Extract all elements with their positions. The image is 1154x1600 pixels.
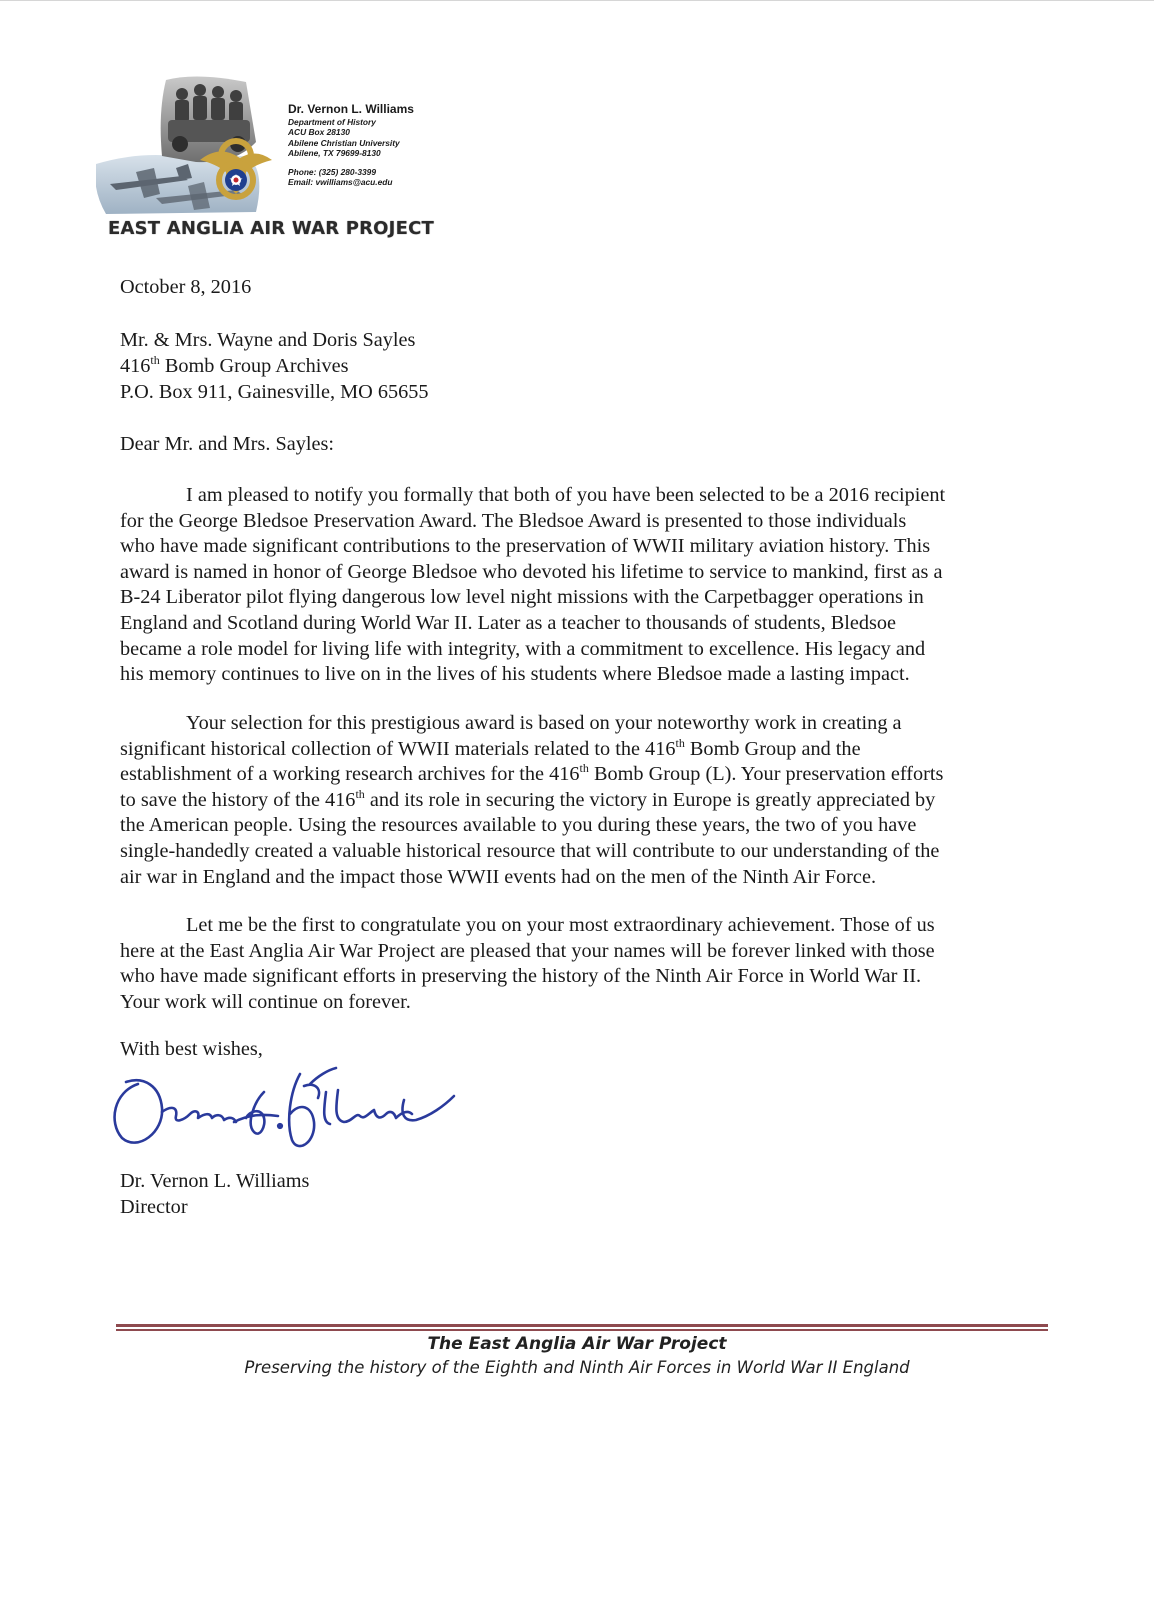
paragraph-line: here at the East Anglia Air War Project are pleased that your names will be forever linked with those (120, 939, 935, 962)
paragraph-line: who have made significant contributions to the preservation of WWII military aviation history. This (120, 535, 931, 558)
letterhead-box: ACU Box 28130 (288, 127, 350, 138)
paragraph-line: significant historical collection of WWII materials related to the 416th Bomb Group and the (120, 735, 861, 760)
paragraph-line: for the George Bledsoe Preservation Award. The Bledsoe Award is presented to those individuals (120, 509, 907, 532)
paragraph-line: to save the history of the 416th and its role in securing the victory in Europe is greatly appreciated by (120, 786, 936, 811)
signer-name: Dr. Vernon L. Williams (120, 1170, 310, 1192)
paragraph-line: I am pleased to notify you formally that both of you have been selected to be a 2016 recipient (186, 484, 946, 506)
paragraph-1 (120, 483, 1050, 688)
letterhead-collage-image (96, 72, 296, 222)
letterhead (96, 72, 456, 248)
footer-divider-bottom (116, 1329, 1048, 1331)
recipient-line-2: 416th Bomb Group Archives (120, 353, 349, 377)
letterhead-department: Department of History (288, 117, 376, 127)
recipient-line-1: Mr. & Mrs. Wayne and Doris Sayles (120, 329, 416, 351)
paragraph-line: B-24 Liberator pilot flying dangerous low level night missions with the Carpetbagger operations in (120, 586, 924, 609)
closing: With best wishes, (120, 1038, 263, 1060)
paragraph-line: air war in England and the impact those WWII events had on the men of the Ninth Air Force. (120, 865, 877, 888)
paragraph-line: who have made significant efforts in preserving the history of the Ninth Air Force in World War II. (120, 965, 922, 988)
footer-title: The East Anglia Air War Project (427, 1334, 727, 1354)
salutation: Dear Mr. and Mrs. Sayles: (120, 433, 335, 455)
paragraph-line: Your selection for this prestigious award is based on your noteworthy work in creating a (186, 712, 902, 734)
letterhead-email: Email: vwilliams@acu.edu (288, 177, 393, 188)
paragraph-line: Your work will continue on forever. (120, 990, 411, 1013)
signer-title: Director (120, 1196, 188, 1218)
letterhead-university: Abilene Christian University (288, 137, 400, 148)
footer-divider-top (116, 1324, 1048, 1327)
paragraph-line: his memory continues to live on in the lives of his students where Bledsoe made a lasting impact. (120, 663, 910, 686)
paragraph-line: the American people. Using the resources available to you during these years, the two of you have (120, 814, 917, 837)
footer-subtitle: Preserving the history of the Eighth and Ninth Air Forces in World War II England (244, 1358, 910, 1377)
paragraph-line: award is named in honor of George Bledsoe who devoted his lifetime to service to mankind, first as a (120, 560, 943, 583)
recipient-line-3: P.O. Box 911, Gainesville, MO 65655 (120, 381, 429, 403)
project-title: EAST ANGLIA AIR WAR PROJECT (108, 218, 434, 239)
paragraph-line: establishment of a working research archives for the 416th Bomb Group (L). Your preservation efforts (120, 761, 944, 786)
letter-date: October 8, 2016 (120, 276, 252, 298)
page-top-edge (0, 0, 1154, 1)
letterhead-contact-block (288, 102, 458, 187)
paragraph-line: England and Scotland during World War II. Later as a teacher to thousands of students, Bledsoe (120, 611, 897, 634)
handwritten-signature (104, 1062, 464, 1162)
paragraph-line: single-handedly created a valuable historical resource that will contribute to our understanding of the (120, 839, 940, 862)
paragraph-line: became a role model for living life with integrity, with a commitment to excellence. His legacy and (120, 637, 926, 660)
letterhead-name: Dr. Vernon L. Williams (288, 102, 414, 116)
paragraph-2 (120, 711, 1050, 890)
paragraph-line: Let me be the first to congratulate you on your most extraordinary achievement. Those of us (186, 914, 935, 936)
letterhead-city: Abilene, TX 79699-8130 (288, 148, 381, 159)
letterhead-phone: Phone: (325) 280-3399 (288, 166, 376, 177)
paragraph-3 (120, 913, 1050, 1015)
